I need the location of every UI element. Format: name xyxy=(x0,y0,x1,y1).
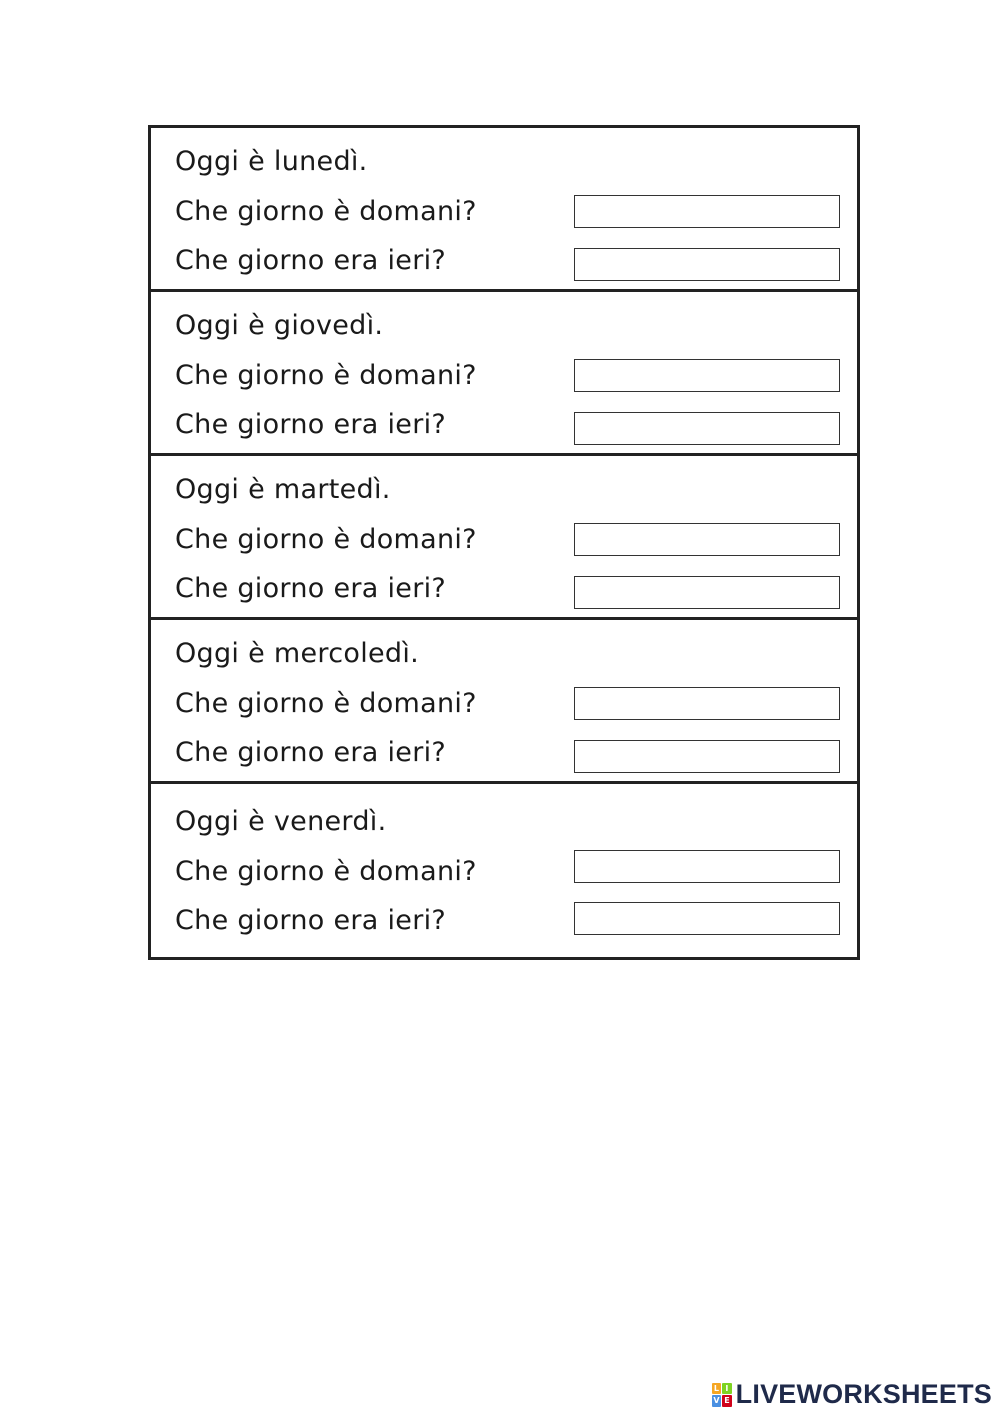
answer-tomorrow-input[interactable] xyxy=(574,687,840,720)
logo-cell-v: V xyxy=(713,1396,720,1405)
exercise-block-2 xyxy=(151,289,857,453)
question-tomorrow: Che giorno è domani? xyxy=(175,524,477,555)
answer-tomorrow-input[interactable] xyxy=(574,523,840,556)
question-tomorrow: Che giorno è domani? xyxy=(175,196,477,227)
logo-cell-e: E xyxy=(722,1395,732,1407)
exercise-block-4 xyxy=(151,617,857,781)
answer-yesterday-input[interactable] xyxy=(574,740,840,773)
exercise-block-3 xyxy=(151,453,857,617)
exercise-block-1 xyxy=(151,125,857,289)
liveworksheets-wordmark: LIVEWORKSHEETS xyxy=(735,1379,992,1409)
answer-tomorrow-input[interactable] xyxy=(574,195,840,228)
logo-cell-l: L xyxy=(712,1383,722,1395)
liveworksheets-logo-icon xyxy=(712,1383,732,1407)
answer-yesterday-input[interactable] xyxy=(574,576,840,609)
answer-yesterday-input[interactable] xyxy=(574,412,840,445)
question-yesterday: Che giorno era ieri? xyxy=(175,737,447,768)
question-yesterday: Che giorno era ieri? xyxy=(175,573,447,604)
question-tomorrow: Che giorno è domani? xyxy=(175,688,477,719)
question-yesterday: Che giorno era ieri? xyxy=(175,245,447,276)
question-tomorrow: Che giorno è domani? xyxy=(175,360,477,391)
statement-text: Oggi è giovedì. xyxy=(175,310,384,341)
statement-text: Oggi è mercoledì. xyxy=(175,638,420,669)
question-yesterday: Che giorno era ieri? xyxy=(175,409,447,440)
statement-text: Oggi è venerdì. xyxy=(175,806,387,837)
logo-cell-i: I xyxy=(722,1383,732,1395)
exercise-block-5 xyxy=(151,781,857,957)
liveworksheets-brand xyxy=(712,1379,992,1410)
answer-tomorrow-input[interactable] xyxy=(574,359,840,392)
question-tomorrow: Che giorno è domani? xyxy=(175,856,477,887)
question-yesterday: Che giorno era ieri? xyxy=(175,905,447,936)
answer-yesterday-input[interactable] xyxy=(574,248,840,281)
worksheet-frame xyxy=(148,125,860,960)
statement-text: Oggi è lunedì. xyxy=(175,146,368,177)
statement-text: Oggi è martedì. xyxy=(175,474,391,505)
answer-yesterday-input[interactable] xyxy=(574,902,840,935)
answer-tomorrow-input[interactable] xyxy=(574,850,840,883)
